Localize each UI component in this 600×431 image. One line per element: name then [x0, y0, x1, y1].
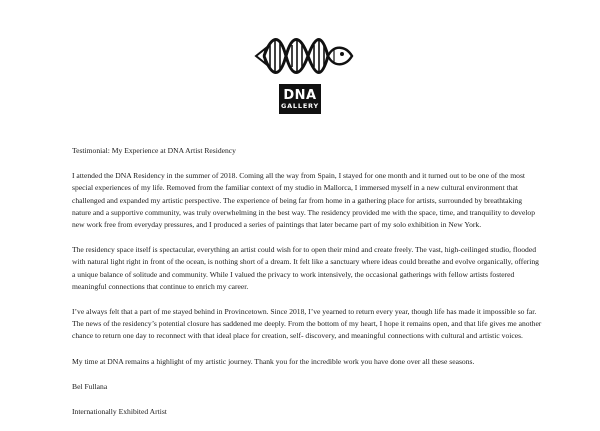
badge-gallery-text: GALLERY [280, 101, 320, 110]
signature-name: Bel Fullana [72, 381, 108, 391]
dna-gallery-badge [279, 84, 321, 114]
badge-dna-text: DNA [283, 87, 317, 103]
letter-title: Testimonial: My Experience at DNA Artist Residency [72, 146, 236, 155]
letter-paragraph-2: The residency space itself is spectacular, everything an artist could wish for to open their mind and create freely. The vast, high-ceilinged studio, flooded with natural light right in front of the ocean, is nothing short of a dream. It felt like a sanctuary where ideas could breathe and evolve organically, offering a unique balance of solitude and community. While I valued the privacy to work intensively, the occasional gatherings with fellow artists fostered meaningful connections that continue to enrich my career. [72, 245, 539, 291]
letter-paragraph-3: I’ve always felt that a part of me stayed behind in Provincetown. Since 2018, I’ve yearned to return every year, though life has made it impossible so far. The news of the residency’s potential closure has saddened me deeply. From the bottom of my heart, I hope it remains open, and that life gives me another chance to return one day to reconnect with that ideal place for creation, self- discovery, and meaningful connections with cultural and artistic voices. [72, 307, 542, 341]
letter-paragraph-4: My time at DNA remains a highlight of my artistic journey. Thank you for the incredible work you have done over all these seasons. [72, 356, 475, 366]
dna-fish-icon [250, 26, 356, 86]
signature-title: Internationally Exhibited Artist [72, 407, 167, 417]
letter-paragraph-1: I attended the DNA Residency in the summer of 2018. Coming all the way from Spain, I stayed for one month and it turned out to be one of the most special experiences of my life. Removed from the familiar context of my studio in Mallorca, I immersed myself in a new cultural environment that challenged and expanded my artistic perspective. The experience of being far from home in a gathering place for artists, surrounded by breathtaking nature and a supportive community, was truly overwhelming in the best way. The residency provided me with the space, time, and tranquility to develop new work free from everyday pressures, and I produced a series of paintings that later became part of my solo exhibition in New York. [72, 171, 536, 230]
testimonial-letter [72, 145, 542, 431]
